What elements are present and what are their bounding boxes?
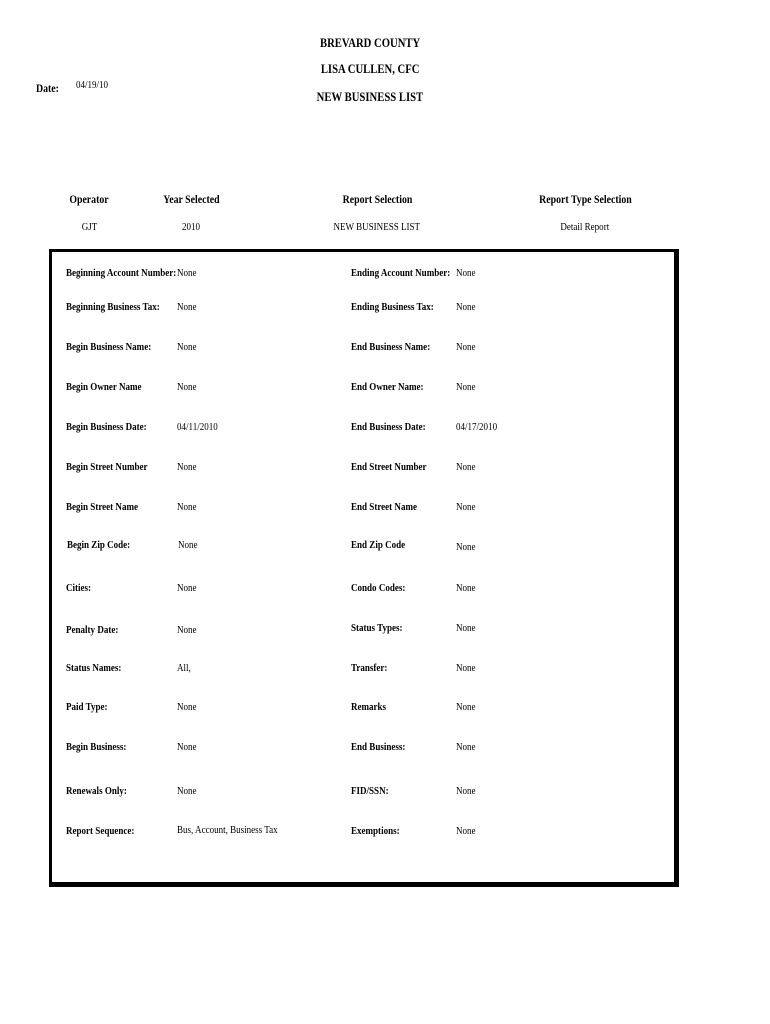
cities-value: None [177, 582, 197, 594]
header-county: BREVARD COUNTY [319, 35, 421, 50]
exemptions-label: Exemptions: [351, 825, 400, 837]
ending-business-tax-label: Ending Business Tax: [351, 301, 434, 313]
renewals-only-label: Renewals Only: [66, 785, 127, 797]
begin-business-name-label: Begin Business Name: [66, 341, 152, 353]
begin-zip-code-label: Begin Zip Code: [67, 539, 131, 551]
operator-value: GJT [81, 221, 97, 233]
condo-codes-value: None [456, 582, 476, 594]
end-business-name-value: None [456, 341, 476, 353]
end-street-name-value: None [456, 501, 476, 513]
begin-street-name-label: Begin Street Name [66, 501, 138, 513]
fid-ssn-value: None [456, 785, 476, 797]
ending-account-number-value: None [456, 267, 476, 279]
status-names-label: Status Names: [66, 662, 122, 674]
report-sequence-value: Bus, Account, Business Tax [177, 824, 278, 836]
exemptions-value: None [456, 825, 476, 837]
begin-business-name-value: None [177, 341, 197, 353]
end-street-name-label: End Street Name [351, 501, 417, 513]
year-selected-header: Year Selected [162, 192, 220, 206]
report-sequence-label: Report Sequence: [66, 825, 135, 837]
ending-account-number-label: Ending Account Number: [351, 267, 451, 279]
report-type-header: Report Type Selection [538, 192, 632, 206]
end-street-number-value: None [456, 461, 476, 473]
remarks-value: None [456, 701, 476, 713]
end-business-label: End Business: [351, 741, 406, 753]
paid-type-label: Paid Type: [66, 701, 108, 713]
begin-street-name-value: None [177, 501, 197, 513]
condo-codes-label: Condo Codes: [351, 582, 406, 594]
beginning-account-number-label: Beginning Account Number: [66, 267, 177, 279]
begin-street-number-value: None [177, 461, 197, 473]
report-title: NEW BUSINESS LIST [316, 89, 424, 104]
begin-zip-code-value: None [178, 539, 198, 551]
beginning-business-tax-label: Beginning Business Tax: [66, 301, 160, 313]
status-names-value: All, [177, 662, 191, 674]
end-zip-code-label: End Zip Code [351, 539, 406, 551]
end-zip-code-value: None [456, 541, 476, 553]
begin-business-value: None [177, 741, 197, 753]
begin-business-date-label: Begin Business Date: [66, 421, 147, 433]
transfer-value: None [456, 662, 476, 674]
paid-type-value: None [177, 701, 197, 713]
fid-ssn-label: FID/SSN: [351, 785, 389, 797]
end-business-value: None [456, 741, 476, 753]
end-owner-name-label: End Owner Name: [351, 381, 424, 393]
report-selection-header: Report Selection [342, 192, 412, 206]
end-business-name-label: End Business Name: [351, 341, 431, 353]
begin-owner-name-value: None [177, 381, 197, 393]
cities-label: Cities: [66, 582, 92, 594]
beginning-account-number-value: None [177, 267, 197, 279]
report-type-value: Detail Report [560, 221, 610, 233]
begin-street-number-label: Begin Street Number [66, 461, 148, 473]
status-types-label: Status Types: [351, 622, 403, 634]
date-label: Date: [36, 81, 59, 95]
begin-business-date-value: 04/11/2010 [177, 421, 218, 433]
end-owner-name-value: None [456, 381, 476, 393]
header-officer: LISA CULLEN, CFC [320, 61, 420, 76]
begin-owner-name-label: Begin Owner Name [66, 381, 142, 393]
status-types-value: None [456, 622, 476, 634]
remarks-label: Remarks [351, 701, 387, 713]
penalty-date-label: Penalty Date: [66, 624, 119, 636]
beginning-business-tax-value: None [177, 301, 197, 313]
transfer-label: Transfer: [351, 662, 388, 674]
year-selected-value: 2010 [181, 221, 201, 233]
operator-header: Operator [69, 192, 109, 206]
end-business-date-value: 04/17/2010 [456, 421, 498, 433]
end-street-number-label: End Street Number [351, 461, 427, 473]
begin-business-label: Begin Business: [66, 741, 127, 753]
ending-business-tax-value: None [456, 301, 476, 313]
date-value: 04/19/10 [76, 79, 109, 91]
renewals-only-value: None [177, 785, 197, 797]
penalty-date-value: None [177, 624, 197, 636]
report-selection-value: NEW BUSINESS LIST [333, 221, 421, 233]
end-business-date-label: End Business Date: [351, 421, 426, 433]
